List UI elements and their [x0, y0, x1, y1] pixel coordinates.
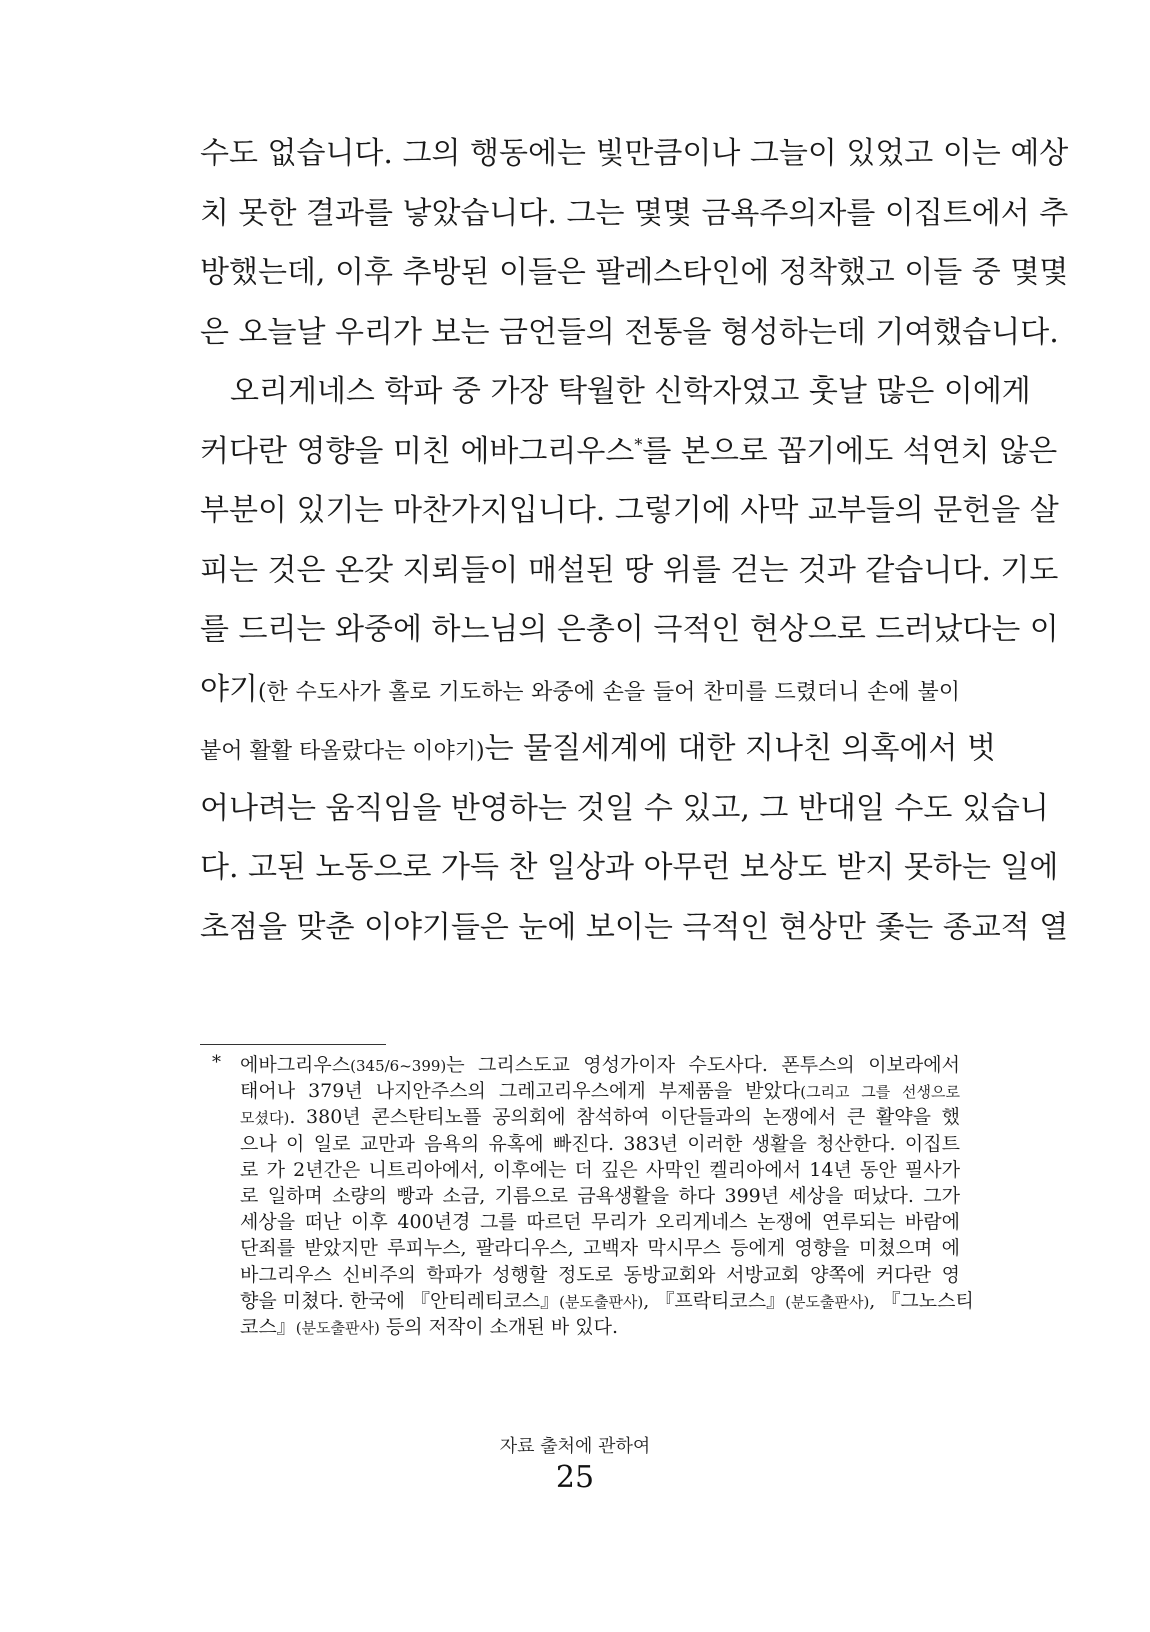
body-line-with-footnote [200, 422, 1058, 482]
footnote-small-part: (분도출판사) [295, 1318, 380, 1337]
footnote-reference[interactable]: * [634, 434, 643, 454]
body-line: 어나려는 움직임을 반영하는 것일 수 있고, 그 반대일 수도 있습니 [200, 790, 1049, 826]
footnote-text-part: , 『프락티코스』 [643, 1289, 786, 1312]
footnote-marker: * [212, 1052, 221, 1073]
body-line-part: 야기 [200, 671, 258, 707]
footnote-line [240, 1052, 960, 1078]
inline-aside: 붙어 활활 타올랐다는 이야기) [200, 739, 485, 764]
running-head: 자료 출처에 관하여 [499, 1436, 651, 1457]
body-line-paragraph-start: 오리게네스 학파 중 가장 탁월한 신학자였고 훗날 많은 이에게 [230, 374, 1031, 409]
footnote-line: 바그리우스 신비주의 학파가 성행할 정도로 동방교회와 서방교회 양쪽에 커다란 영 [240, 1263, 960, 1286]
footnote-small-part: (그리고 그를 선생으로 [800, 1083, 960, 1102]
footnote-text-part: . 380년 콘스탄티노플 공의회에 참석하여 이단들과의 논쟁에서 큰 활약을 했 [289, 1106, 960, 1129]
body-line: 방했는데, 이후 추방된 이들은 팔레스타인에 정착했고 이들 중 몇몇 [200, 255, 1069, 290]
page-number: 25 [555, 1460, 595, 1495]
footnote-line [240, 1104, 960, 1130]
body-line: 피는 것은 온갖 지뢰들이 매설된 땅 위를 걷는 것과 같습니다. 기도 [200, 552, 1059, 588]
footnote-line: 로 가 2년간은 니트리아에서, 이후에는 더 깊은 사막인 켈리아에서 14년 동안 필사가 [240, 1158, 960, 1181]
footnote-small-part: 모셨다) [240, 1109, 290, 1128]
body-line: 부분이 있기는 마찬가지입니다. 그렇기에 사막 교부들의 문헌을 살 [200, 493, 1059, 528]
footnote-small-part: (분도출판사) [559, 1292, 644, 1311]
footnote-line [240, 1314, 960, 1340]
footnote-text [240, 1052, 974, 1340]
body-line: 수도 없습니다. 그의 행동에는 빛만큼이나 그늘이 있었고 이는 예상 [200, 136, 1069, 171]
body-line: 를 드리는 와중에 하느님의 은총이 극적인 현상으로 드러났다는 이 [200, 612, 1059, 647]
body-line-part: 는 물질세계에 대한 지나친 의혹에서 벗 [484, 731, 996, 766]
inline-aside: (한 수도사가 홀로 기도하는 와중에 손을 들어 찬미를 드렸더니 손에 불이 [257, 679, 960, 705]
body-line-with-aside [200, 660, 960, 720]
body-text [200, 124, 1069, 957]
footnote-text-part: 향을 미쳤다. 한국에 『안티레티코스』 [240, 1289, 560, 1312]
footnote-text-part: 태어나 379년 나지안주스의 그레고리우스에게 부제품을 받았다 [240, 1080, 801, 1103]
body-line-with-aside [200, 719, 996, 779]
footnote-line: 로 일하며 소량의 빵과 소금, 기름으로 금욕생활을 하다 399년 세상을 떠났다. 그가 [240, 1184, 960, 1207]
footnote-text-part: 등의 저작이 소개된 바 있다. [379, 1315, 619, 1338]
footnote-text-part: 에바그리우스 [240, 1054, 351, 1076]
footnote-small-part: (분도출판사) [785, 1292, 870, 1311]
footnote-text-part: 는 그리스도교 영성가이자 수도사다. 폰투스의 이보라에서 [446, 1054, 960, 1076]
footnote-divider [200, 1044, 386, 1045]
footnote-line: 세상을 떠난 이후 400년경 그를 따르던 무리가 오리게네스 논쟁에 연루되는 바람에 [240, 1211, 960, 1234]
footnote-line: 으나 이 일로 교만과 음욕의 유혹에 빠진다. 383년 이러한 생활을 청산한다. 이집트 [240, 1132, 960, 1155]
footnote-line [240, 1078, 960, 1104]
body-line: 다. 고된 노동으로 가득 찬 일상과 아무런 보상도 받지 못하는 일에 [200, 850, 1059, 885]
footnote-line: 단죄를 받았지만 루피누스, 팔라디우스, 고백자 막시무스 등에게 영향을 미쳤으며 에 [240, 1237, 960, 1260]
footnote-line [240, 1288, 974, 1314]
body-line-part: 커다란 영향을 미친 에바그리우스 [200, 433, 635, 469]
body-line: 초점을 맞춘 이야기들은 눈에 보이는 극적인 현상만 좇는 종교적 열 [200, 909, 1069, 945]
body-line: 은 오늘날 우리가 보는 금언들의 전통을 형성하는데 기여했습니다. [200, 314, 1059, 350]
footnote-small-part: (345/6~399) [350, 1057, 447, 1075]
footnote-text-part: , 『그노스티 [869, 1289, 974, 1312]
footnote-text-part: 코스』 [240, 1315, 296, 1338]
body-line: 치 못한 결과를 낳았습니다. 그는 몇몇 금욕주의자를 이집트에서 추 [200, 195, 1069, 231]
body-line-part: 를 본으로 꼽기에도 석연치 않은 [642, 433, 1058, 469]
